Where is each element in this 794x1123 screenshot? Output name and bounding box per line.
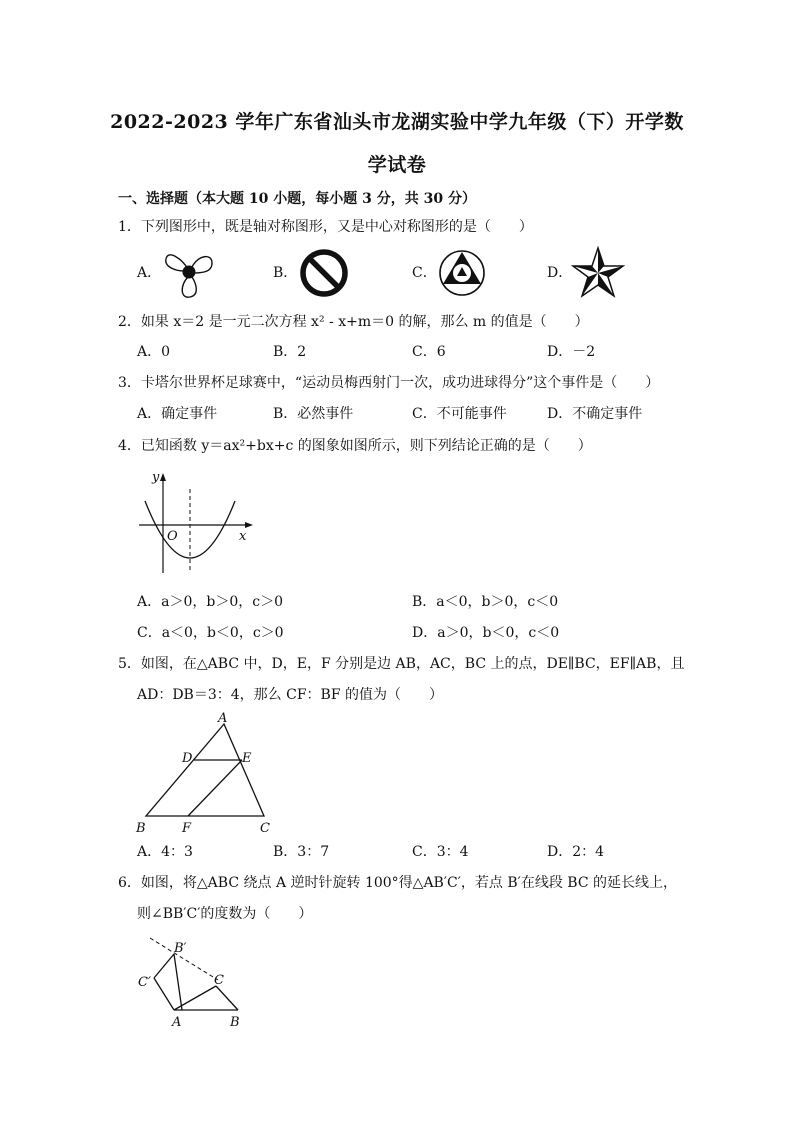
vertex-b-label: B [136,821,146,836]
question-2-option-c: C．6 [412,344,446,360]
question-1-option-d: D． [547,265,573,281]
question-6-stem-line1: 6．如图，将△ABC 绕点 A 逆时针旋转 100°得△AB′C′，若点 B′在线段 BC 的延长线上， [118,875,677,891]
question-6-stem-line2: 则∠BB′C′的度数为（ ） [137,906,313,922]
question-5-option-a: A．4：3 [137,844,193,860]
point-a-label: A [172,1015,182,1030]
point-c-label: C [214,973,224,988]
question-4-option-a: A．a＞0，b＞0，c＞0 [137,594,283,610]
axis-x-label: x [239,529,247,544]
point-c-prime-label: C′ [138,975,151,990]
question-2-option-b: B．2 [273,344,307,360]
question-3-option-c: C．不可能事件 [412,406,507,422]
point-b-label: B [230,1015,240,1030]
point-b-prime-label: B′ [174,941,187,956]
question-5-stem-line2: AD：DB＝3：4，那么 CF：BF 的值为（ ） [137,687,443,703]
parabola-figure [135,465,260,580]
question-3-option-d: D．不确定事件 [547,406,643,422]
triangle-abc-figure [130,710,280,840]
question-2-option-d: D．－2 [547,344,596,360]
origin-label: O [167,529,178,544]
question-4-option-c: C．a＜0，b＜0，c＞0 [137,625,284,641]
question-4-option-d: D．a＞0，b＜0，c＜0 [412,625,560,641]
question-3-option-a: A．确定事件 [137,406,218,422]
exam-title-line2: 学试卷 [367,154,427,176]
propeller-figure-icon [158,245,218,301]
prohibition-sign-figure-icon [298,247,350,299]
question-1-option-a: A． [137,265,162,281]
question-5-option-b: B．3：7 [273,844,330,860]
question-5-option-c: C．3：4 [412,844,469,860]
question-5-stem-line1: 5．如图，在△ABC 中，D，E，F 分别是边 AB，AC，BC 上的点，DE∥BC，EF∥AB，且 [118,656,685,672]
question-4-stem: 4．已知函数 y＝ax²+bx+c 的图象如图所示，则下列结论正确的是（ ） [118,438,592,454]
exam-title-line1: 2022-2023 学年广东省汕头市龙湖实验中学九年级（下）开学数 [110,111,684,133]
section-heading: 一、选择题（本大题 10 小题，每小题 3 分，共 30 分） [118,191,476,207]
question-1-option-b: B． [273,265,298,281]
vertex-c-label: C [260,821,270,836]
question-1-option-c: C． [412,265,437,281]
five-point-star-figure-icon [570,245,626,301]
triangle-in-circle-figure-icon [436,247,488,299]
point-f-label: F [182,821,192,836]
question-2-option-a: A．0 [137,344,171,360]
rotation-figure [130,930,260,1030]
vertex-a-label: A [218,711,228,726]
point-d-label: D [182,751,193,766]
point-e-label: E [242,751,252,766]
question-3-option-b: B．必然事件 [273,406,354,422]
question-2-stem: 2．如果 x＝2 是一元二次方程 x² - x+m＝0 的解，那么 m 的值是（ ） [118,314,589,330]
axis-y-label: y [152,470,160,485]
question-5-option-d: D．2：4 [547,844,605,860]
question-3-stem: 3．卡塔尔世界杯足球赛中，“运动员梅西射门一次，成功进球得分”这个事件是（ ） [118,375,660,391]
question-4-option-b: B．a＜0，b＞0，c＜0 [412,594,559,610]
question-1-stem: 1．下列图形中，既是轴对称图形，又是中心对称图形的是（ ） [118,219,533,235]
